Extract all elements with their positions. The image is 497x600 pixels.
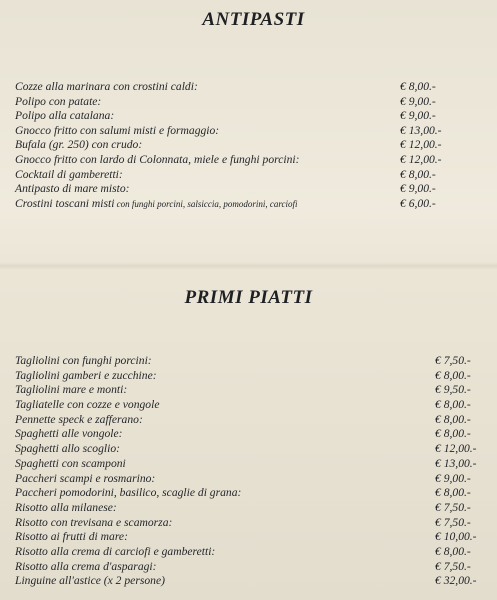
dish-name: Tagliolini mare e monti: [15, 383, 128, 397]
dish-price: € 8,00.- [435, 412, 471, 426]
dish-price: € 9,00.- [435, 471, 471, 485]
dish-price: € 12,00.- [400, 152, 442, 166]
menu-item [15, 501, 490, 516]
dish-price: € 13,00.- [400, 123, 442, 137]
dish-name: Bufala (gr. 250) con crudo: [15, 138, 143, 152]
dish-price: € 9,50.- [435, 383, 471, 397]
menu-item [15, 560, 490, 575]
paper-fold [0, 262, 497, 270]
dish-price: € 8,00.- [435, 398, 471, 412]
menu-item [15, 354, 490, 369]
menu-item [15, 369, 490, 384]
menu-item [15, 153, 455, 168]
menu-item [15, 442, 490, 457]
menu-item [15, 197, 455, 212]
dish-name: Gnocco fritto con salumi misti e formaggio: [15, 123, 220, 137]
dish-name [15, 197, 298, 212]
dish-price: € 7,50.- [435, 500, 471, 514]
dish-name: Spaghetti con scamponi [15, 456, 126, 470]
menu-item [15, 398, 490, 413]
dish-name: Paccheri pomodorini, basilico, scaglie di grana: [15, 486, 242, 500]
menu-item [15, 138, 455, 153]
dish-name: Polipo alla catalana: [15, 109, 115, 123]
dish-price: € 6,00.- [400, 196, 436, 210]
menu-item [15, 574, 490, 589]
dish-name: Risotto alla crema d'asparagi: [15, 559, 157, 573]
dish-price: € 7,50.- [435, 354, 471, 367]
menu-item [15, 472, 490, 487]
dish-price: € 7,50.- [435, 559, 471, 573]
menu-item [15, 109, 455, 124]
menu-item [15, 530, 490, 545]
dish-price: € 12,00.- [435, 442, 477, 456]
dish-price: € 32,00.- [435, 574, 477, 588]
menu-item [15, 80, 455, 95]
dish-price: € 8,00.- [435, 368, 471, 382]
primi-piatti-title: PRIMI PIATTI [184, 287, 313, 308]
dish-name: Risotto ai frutti di mare: [15, 530, 128, 544]
dish-name: Gnocco fritto con lardo di Colonnata, miele e funghi porcini: [15, 152, 300, 166]
dish-name: Linguine all'astice (x 2 persone) [15, 574, 165, 588]
dish-name: Cozze alla marinara con crostini caldi: [15, 80, 198, 93]
dish-name: Tagliolini gamberi e zucchine: [15, 368, 157, 382]
dish-name: Antipasto di mare misto: [15, 182, 130, 196]
dish-price: € 9,00.- [400, 109, 436, 123]
dish-price: € 9,00.- [400, 182, 436, 196]
dish-name: Risotto alla crema di carciofi e gamberetti: [15, 544, 216, 558]
dish-name-main: Crostini toscani misti [15, 196, 115, 210]
dish-price: € 8,00.- [435, 427, 471, 441]
dish-name: Risotto con trevisana e scamorza: [15, 515, 173, 529]
dish-name: Cocktail di gamberetti: [15, 167, 123, 181]
menu-item [15, 124, 455, 139]
primi-piatti-list [15, 354, 490, 589]
dish-price: € 10,00.- [435, 530, 477, 544]
dish-name: Tagliolini con funghi porcini: [15, 354, 152, 367]
dish-price: € 8,00.- [400, 167, 436, 181]
dish-price: € 8,00.- [435, 486, 471, 500]
dish-name: Paccheri scampi e rosmarino: [15, 471, 156, 485]
menu-item [15, 516, 490, 531]
menu-item [15, 182, 455, 197]
dish-price: € 9,00.- [400, 94, 436, 108]
dish-name: Polipo con patate: [15, 94, 102, 108]
menu-item [15, 383, 490, 398]
menu-item [15, 545, 490, 560]
dish-price: € 7,50.- [435, 515, 471, 529]
menu-item [15, 95, 455, 110]
antipasti-list [15, 80, 455, 211]
dish-name-detail: con funghi porcini, salsiccia, pomodorini, carciofi [114, 198, 298, 209]
dish-price: € 13,00.- [435, 456, 477, 470]
menu-item [15, 427, 490, 442]
dish-name: Risotto alla milanese: [15, 500, 117, 514]
dish-price: € 12,00.- [400, 138, 442, 152]
dish-name: Spaghetti allo scoglio: [15, 442, 120, 456]
antipasti-title: ANTIPASTI [202, 9, 305, 30]
menu-item [15, 413, 490, 428]
dish-price: € 8,00.- [400, 80, 436, 93]
dish-name: Spaghetti alle vongole: [15, 427, 123, 441]
dish-name: Pennette speck e zafferano: [15, 412, 143, 426]
dish-price: € 8,00.- [435, 544, 471, 558]
menu-item [15, 457, 490, 472]
menu-item [15, 168, 455, 183]
menu-item [15, 486, 490, 501]
dish-name: Tagliatelle con cozze e vongole [15, 398, 160, 412]
